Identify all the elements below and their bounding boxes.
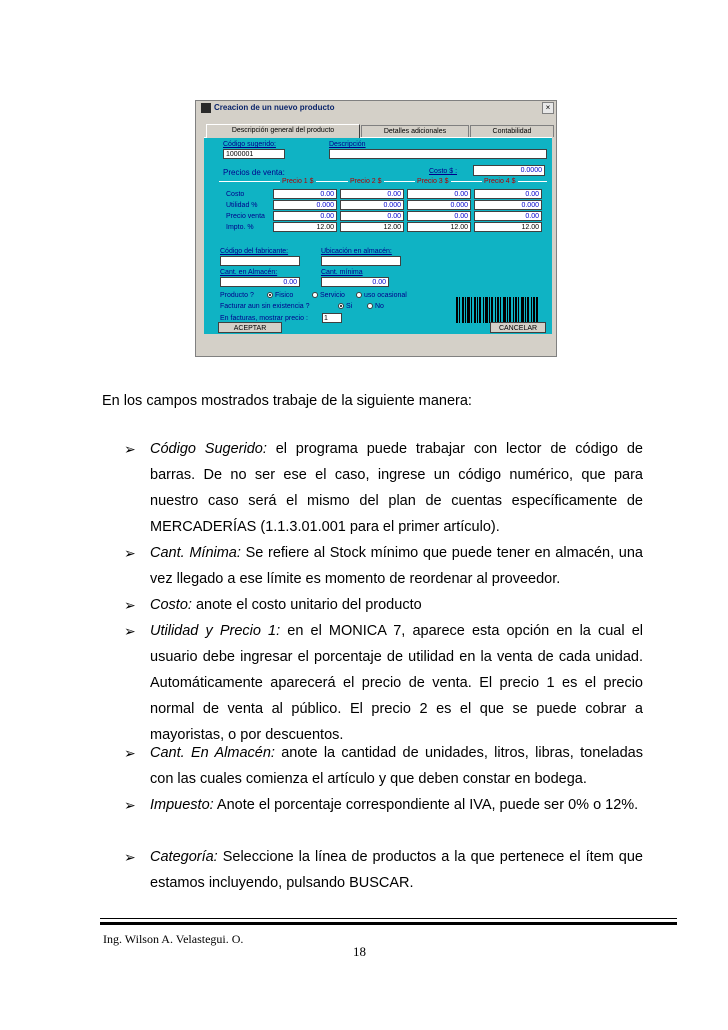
costo-label: Costo $ : xyxy=(429,168,458,175)
cant-minima-input[interactable]: 0.00 xyxy=(321,277,389,287)
window-titlebar xyxy=(196,101,556,115)
price-cell[interactable]: 0.00 xyxy=(340,189,404,199)
radio-uso-ocasional[interactable] xyxy=(356,292,362,298)
item-text: anote la cantidad de unidades, litros, libras, toneladas con las cuales comienza el artículo y que deben constar en bodega. xyxy=(150,745,644,787)
row-label-costo: Costo xyxy=(226,191,245,198)
facturas-label: En facturas, mostrar precio : xyxy=(220,315,308,322)
radio-no[interactable] xyxy=(367,303,373,309)
item-text: Seleccione la línea de productos a la que pertenece el ítem que estamos incluyendo, pulsando BUSCAR. xyxy=(150,849,643,891)
intro-text: En los campos mostrados trabaje de la siguiente manera: xyxy=(102,393,472,409)
price-cell[interactable]: 0.000 xyxy=(273,200,337,210)
general-panel xyxy=(204,137,552,334)
footer-rule-thick xyxy=(100,922,677,925)
close-icon[interactable]: × xyxy=(542,102,554,114)
price-cell[interactable]: 12.00 xyxy=(273,222,337,232)
price-cell[interactable]: 12.00 xyxy=(340,222,404,232)
arrow-bullet-icon: ➢ xyxy=(124,597,136,613)
item-term: Código Sugerido: xyxy=(150,441,267,457)
radio-si-label: Si xyxy=(346,303,353,310)
producto-label: Producto ? xyxy=(220,292,254,299)
price-cell[interactable]: 0.00 xyxy=(474,189,542,199)
radio-no-label: No xyxy=(375,303,384,310)
fabricante-input[interactable] xyxy=(220,256,300,266)
col-precio-2: Precio 2 $ xyxy=(350,178,382,185)
price-cell[interactable]: 0.00 xyxy=(340,211,404,221)
price-cell[interactable]: 0.000 xyxy=(340,200,404,210)
list-item xyxy=(124,792,643,818)
item-term: Cant. En Almacén: xyxy=(150,745,275,761)
arrow-bullet-icon: ➢ xyxy=(124,797,136,813)
list-item xyxy=(124,540,643,592)
arrow-bullet-icon: ➢ xyxy=(124,849,136,865)
precios-label: Precios de venta: xyxy=(223,168,285,177)
footer-author: Ing. Wilson A. Velastegui. O. xyxy=(103,932,244,946)
tab-contabilidad[interactable]: Contabilidad xyxy=(470,125,554,137)
radio-uso-ocasional-label: uso ocasional xyxy=(364,292,407,299)
price-cell[interactable]: 12.00 xyxy=(407,222,471,232)
aceptar-button[interactable]: ACEPTAR xyxy=(218,322,282,333)
cancelar-button[interactable]: CANCELAR xyxy=(490,322,546,333)
ubicacion-label: Ubicación en almacén: xyxy=(321,248,392,255)
item-term: Categoría: xyxy=(150,849,218,865)
barcode-image xyxy=(456,297,538,323)
radio-fisico[interactable] xyxy=(267,292,273,298)
radio-servicio[interactable] xyxy=(312,292,318,298)
fabricante-label: Código del fabricante: xyxy=(220,248,289,255)
tab-detalles-adicionales[interactable]: Detalles adicionales xyxy=(361,125,469,137)
item-text: Anote el porcentaje correspondiente al IVA, puede ser 0% o 12%. xyxy=(213,797,639,813)
radio-si[interactable] xyxy=(338,303,344,309)
arrow-bullet-icon: ➢ xyxy=(124,545,136,561)
arrow-bullet-icon: ➢ xyxy=(124,441,136,457)
row-label-utilidad: Utilidad % xyxy=(226,202,258,209)
codigo-input[interactable]: 1000001 xyxy=(223,149,285,159)
list-item xyxy=(124,436,643,540)
codigo-label: Código sugerido: xyxy=(223,141,276,148)
descripcion-label: Descripción xyxy=(329,141,366,148)
list-item xyxy=(124,844,643,896)
app-icon xyxy=(201,103,211,113)
col-precio-4: Precio 4 $ xyxy=(484,178,516,185)
arrow-bullet-icon: ➢ xyxy=(124,745,136,761)
radio-servicio-label: Servicio xyxy=(320,292,345,299)
price-cell[interactable]: 0.000 xyxy=(474,200,542,210)
list-item xyxy=(124,592,643,618)
price-cell[interactable]: 0.00 xyxy=(474,211,542,221)
price-cell[interactable]: 0.00 xyxy=(273,189,337,199)
facturar-label: Facturar aun sin existencia ? xyxy=(220,303,310,310)
price-cell[interactable]: 0.00 xyxy=(407,189,471,199)
price-cell[interactable]: 0.00 xyxy=(273,211,337,221)
item-text: en el MONICA 7, aparece esta opción en la cual el usuario debe ingresar el porcentaje de utilidad en la venta de cada unidad. Automáticamente aparecerá el precio de venta. El precio 1 es el precio normal de venta al público. El precio 2 es el que se puede cobrar a mayoristas, o por descuentos. xyxy=(150,623,643,743)
tab-descripcion-general[interactable]: Descripción general del producto xyxy=(206,124,360,138)
price-cell[interactable]: 0.00 xyxy=(407,211,471,221)
price-cell[interactable]: 12.00 xyxy=(474,222,542,232)
window-title: Creacion de un nuevo producto xyxy=(214,103,335,112)
item-text: anote el costo unitario del producto xyxy=(191,597,422,613)
facturas-precio-spinner[interactable]: 1 xyxy=(322,313,342,323)
cant-minima-label: Cant. mínima xyxy=(321,269,363,276)
arrow-bullet-icon: ➢ xyxy=(124,623,136,639)
col-precio-1: Precio 1 $ xyxy=(282,178,314,185)
price-cell[interactable]: 0.000 xyxy=(407,200,471,210)
item-text: el programa puede trabajar con lector de código de barras. De no ser ese el caso, ingrese un código numérico, que para nuestro caso será el mismo del plan de cuentas específicamente de MERCADERÍAS (1.1.3.01.001 para el primer artículo). xyxy=(150,441,643,535)
cant-almacen-input[interactable]: 0.00 xyxy=(220,277,300,287)
item-term: Costo: xyxy=(150,597,192,613)
list-item xyxy=(124,740,644,792)
row-label-impuesto: Impto. % xyxy=(226,224,254,231)
row-label-precio-venta: Precio venta xyxy=(226,213,265,220)
item-term: Utilidad y Precio 1: xyxy=(150,623,281,639)
radio-fisico-label: Fisico xyxy=(275,292,294,299)
ubicacion-input[interactable] xyxy=(321,256,401,266)
footer-rule-thin xyxy=(100,918,677,919)
cant-almacen-label: Cant. en Almacén: xyxy=(220,269,278,276)
descripcion-input[interactable] xyxy=(329,149,547,159)
item-text: Se refiere al Stock mínimo que puede tener en almacén, una vez llegado a ese límite es momento de reordenar al proveedor. xyxy=(150,545,643,587)
costo-input[interactable]: 0.0000 xyxy=(473,165,545,176)
item-term: Impuesto: xyxy=(150,797,214,813)
item-term: Cant. Mínima: xyxy=(150,545,241,561)
col-precio-3: Precio 3 $ xyxy=(417,178,449,185)
page-number: 18 xyxy=(353,944,366,959)
list-item xyxy=(124,618,643,748)
product-window xyxy=(195,100,557,357)
